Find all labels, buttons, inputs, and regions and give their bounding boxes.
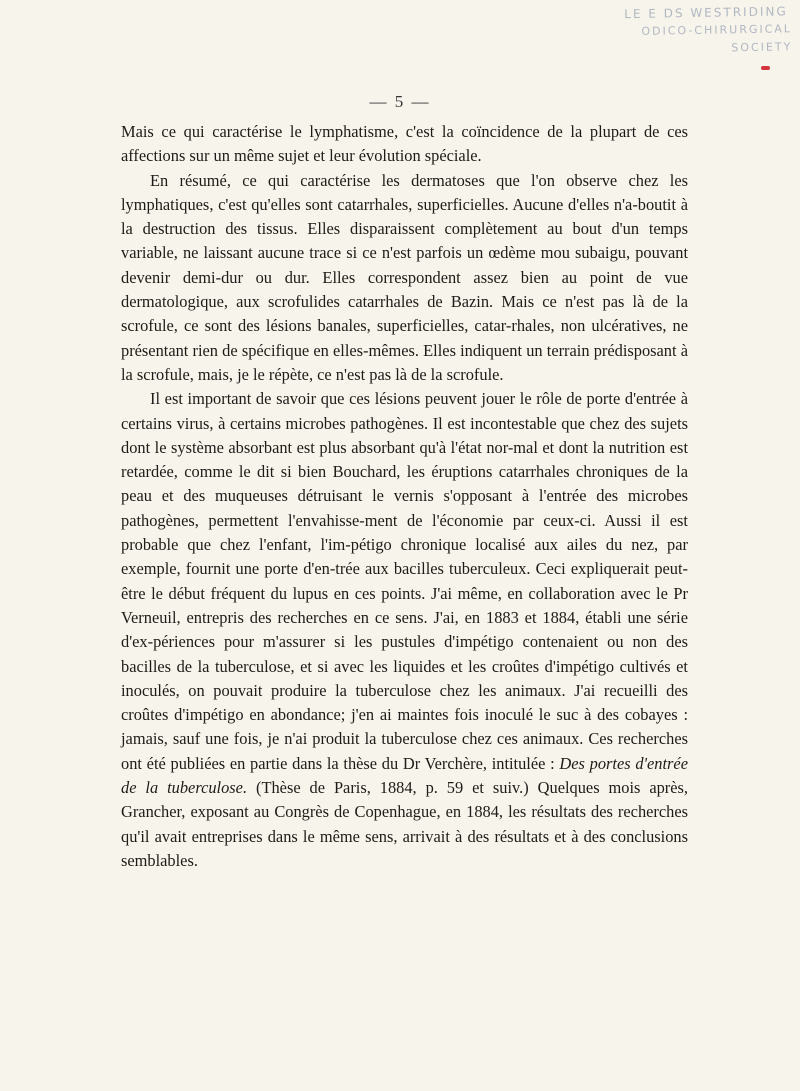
paragraph-3: [121, 387, 688, 873]
paragraph-1: Mais ce qui caractérise le lymphatisme, c'est la coïncidence de la plupart de ces affections sur un même sujet et leur évolution spéciale.: [121, 122, 688, 166]
stamp-mark: [761, 66, 770, 70]
paragraph-2: En résumé, ce qui caractérise les dermatoses que l'on observe chez les lymphatiques, c'est qu'elles sont catarrhales, superficielles. Aucune d'elles n'a-boutit à la destruction des tissus. Elles disparaissent complètement au bout d'un temps variable, ne laissant aucune trace si ce n'est parfois un œdème mou subaigu, pouvant devenir demi-dur ou dur. Elles correspondent assez bien au point de vue dermatologique, aux scrofulides catarrhales de Bazin. Mais ce n'est pas là de la scrofule, ce sont des lésions banales, superficielles, catar-rhales, non ulcératives, ne présentant rien de spécifique en elles-mêmes. Elles indiquent un terrain prédisposant à la scrofule, mais, je le répète, ce n'est pas là de la scrofule.: [121, 170, 688, 384]
page-number: — 5 —: [369, 92, 431, 111]
paragraph-3-text-end: (Thèse de Paris, 1884, p. 59 et suiv.) Quelques mois après, Grancher, exposant au Congrès de Copenhague, en 1884, les résultats des recherches qu'il avait entreprises dans le même sens, arrivait à des résultats et à des conclusions semblables.: [121, 778, 689, 870]
body-text: [121, 120, 688, 873]
stamp-line-2: ODICO-CHIRURGICAL SOCIETY: [641, 22, 793, 55]
stamp-line-1: LE E DS WESTRIDING: [624, 4, 788, 22]
thesis-title: Des portes d'entrée de la tuberculose.: [121, 753, 688, 798]
paragraph-3-text: Il est important de savoir que ces lésions peuvent jouer le rôle de porte d'entrée à certains virus, à certains microbes pathogènes. Il est incontestable que chez des sujets dont le système absorbant est plus absorbant qu'à l'état nor-mal et dont la nutrition est retardée, comme le dit si bien Bouchard, les éruptions catarrhales chroniques de la peau et des muqueuses détruisant le vernis s'opposant à l'entrée des microbes pathogènes, permettent l'envahisse-ment de l'économie par ceux-ci. Aussi il est probable que chez l'enfant, l'im-pétigo chronique localisé aux ailes du nez, par exemple, fournit une porte d'en-trée aux bacilles tuberculeux. Ceci expliquerait peut-être le début fréquent du lupus en ces points. J'ai même, en collaboration avec le Pr Verneuil, entrepris des recherches en ce sens. J'ai, en 1883 et 1884, établi une série d'ex-périences pour m'assurer si les pustules d'impétigo contenaient ou non des bacilles de la tuberculose, et si avec les liquides et les croûtes d'impétigo cultivés et inoculés, on pouvait produire la tuberculose chez les animaux. J'ai recueilli des croûtes d'impétigo en abondance; j'en ai maintes fois inoculé le suc à des cobayes : jamais, sauf une fois, je n'ai produit la tuberculose chez ces animaux. Ces recherches ont été publiées en partie dans la thèse du Dr Verchère, intitulée :: [121, 389, 688, 773]
library-stamp: [592, 2, 793, 57]
